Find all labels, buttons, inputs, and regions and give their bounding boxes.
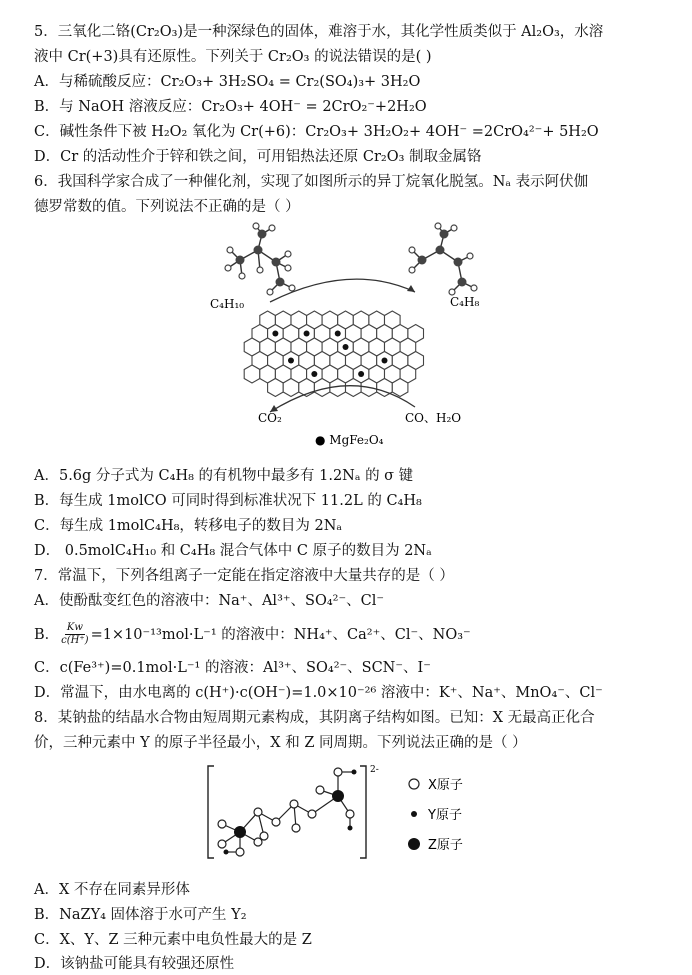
anion-structure-diagram <box>200 758 520 870</box>
q5-option-d: D．Cr 的活动性介于锌和铁之间，可用铝热法还原 Cr₂O₃ 制取金属铬 <box>34 149 482 165</box>
fraction-numerator: Kw <box>66 622 83 633</box>
q8-option-c: C．X、Y、Z 三种元素中电负性最大的是 Z <box>34 932 312 948</box>
catalyst-site-dot <box>335 331 341 337</box>
kw-fraction <box>61 622 88 647</box>
q6-option-a: A．5.6g 分子式为 C₄H₈ 的有机物中最多有 1.2Nₐ 的 σ 键 <box>34 468 414 484</box>
fraction-denominator: c(H⁺) <box>61 635 89 646</box>
x-atom-legend-icon <box>409 779 419 789</box>
catalyst-site-dot <box>311 371 317 377</box>
reactant-label: C₄H₁₀ <box>210 297 245 311</box>
catalyst-site-dot <box>304 331 310 337</box>
legend-y-label: Y原子 <box>428 808 462 823</box>
co2-label: CO₂ <box>258 411 282 425</box>
hex-cell <box>244 365 260 383</box>
q7-option-b-rest: =1×10⁻¹³mol·L⁻¹ 的溶液中：NH₄⁺、Ca²⁺、Cl⁻、NO₃⁻ <box>90 626 471 643</box>
q5-option-b: B．与 NaOH 溶液反应：Cr₂O₃+ 4OH⁻ = 2CrO₂⁻+2H₂O <box>34 99 427 115</box>
q5-stem-line1: 5．三氧化二铬(Cr₂O₃)是一种深绿色的固体，难溶于水，其化学性质类似于 Al₂O₃，水溶 <box>34 24 604 40</box>
q5-stem-line2: 液中 Cr(+3)具有还原性。下列关于 Cr₂O₃ 的说法错误的是( ) <box>34 49 432 65</box>
legend-z-label: Z原子 <box>428 838 463 853</box>
hex-cell <box>392 379 408 397</box>
q6-option-d: D． 0.5molC₄H₁₀ 和 C₄H₈ 混合气体中 C 原子的数目为 2Nₐ <box>34 543 432 559</box>
q7-option-b-prefix: B． <box>34 626 60 643</box>
q6-option-c: C．每生成 1molC₄H₈，转移电子的数目为 2Nₐ <box>34 518 343 534</box>
hex-cell <box>346 379 362 397</box>
catalyst-site-dot <box>288 358 294 364</box>
catalysis-diagram <box>200 222 500 454</box>
q7-option-d: D．常温下，由水电离的 c(H⁺)·c(OH⁻)=1.0×10⁻²⁶ 溶液中：K⁺、Na⁺、MnO₄⁻、Cl⁻ <box>34 685 603 701</box>
q8-option-b: B．NaZY₄ 固体溶于水可产生 Y₂ <box>34 907 247 923</box>
q7-option-c: C．c(Fe³⁺)=0.1mol·L⁻¹ 的溶液：Al³⁺、SO₄²⁻、SCN⁻、I⁻ <box>34 660 431 676</box>
catalyst-legend: ● MgFe₂O₄ <box>315 433 384 447</box>
hex-cell <box>268 379 284 397</box>
q6-option-b: B．每生成 1molCO 可同时得到标准状况下 11.2L 的 C₄H₈ <box>34 493 422 509</box>
q7-option-b <box>34 622 471 647</box>
catalyst-site-dot <box>382 358 388 364</box>
co-h2o-label: CO、H₂O <box>405 411 462 425</box>
q5-option-a: A．与稀硫酸反应：Cr₂O₃+ 3H₂SO₄ = Cr₂(SO₄)₃+ 3H₂O <box>34 74 421 90</box>
q8-option-a: A．X 不存在同素异形体 <box>34 882 190 898</box>
catalyst-site-dot <box>343 344 349 350</box>
q6-stem-line1: 6．我国科学家合成了一种催化剂，实现了如图所示的异丁烷氧化脱氢。Nₐ 表示阿伏伽 <box>34 174 589 190</box>
product-label: C₄H₈ <box>450 295 480 309</box>
hex-cell <box>283 379 299 397</box>
charge-label: 2- <box>370 765 379 775</box>
q8-stem-line2: 价，三种元素中 Y 的原子半径最小，X 和 Z 同周期。下列说法正确的是（ ） <box>34 735 527 751</box>
q6-stem-line2: 德罗常数的值。下列说法不正确的是（ ） <box>34 199 300 215</box>
q7-stem: 7．常温下，下列各组离子一定能在指定溶液中大量共存的是（ ） <box>34 568 454 584</box>
q5-option-c: C．碱性条件下被 H₂O₂ 氧化为 Cr(+6)：Cr₂O₃+ 3H₂O₂+ 4OH⁻ =2CrO₄²⁻+ 5H₂O <box>34 124 599 140</box>
catalyst-honeycomb <box>244 311 423 397</box>
catalyst-site-dot <box>358 371 364 377</box>
catalyst-site-dot <box>272 331 278 337</box>
q8-option-d: D．该钠盐可能具有较强还原性 <box>34 956 235 972</box>
legend-x-label: X原子 <box>428 778 463 793</box>
q7-option-a: A．使酚酞变红色的溶液中：Na⁺、Al³⁺、SO₄²⁻、Cl⁻ <box>34 593 385 609</box>
y-atom-legend-icon <box>411 811 417 817</box>
z-atom-legend-icon <box>408 838 420 850</box>
q8-stem-line1: 8．某钠盐的结晶水合物由短周期元素构成，其阴离子结构如图。已知：X 无最高正化合 <box>34 710 595 726</box>
